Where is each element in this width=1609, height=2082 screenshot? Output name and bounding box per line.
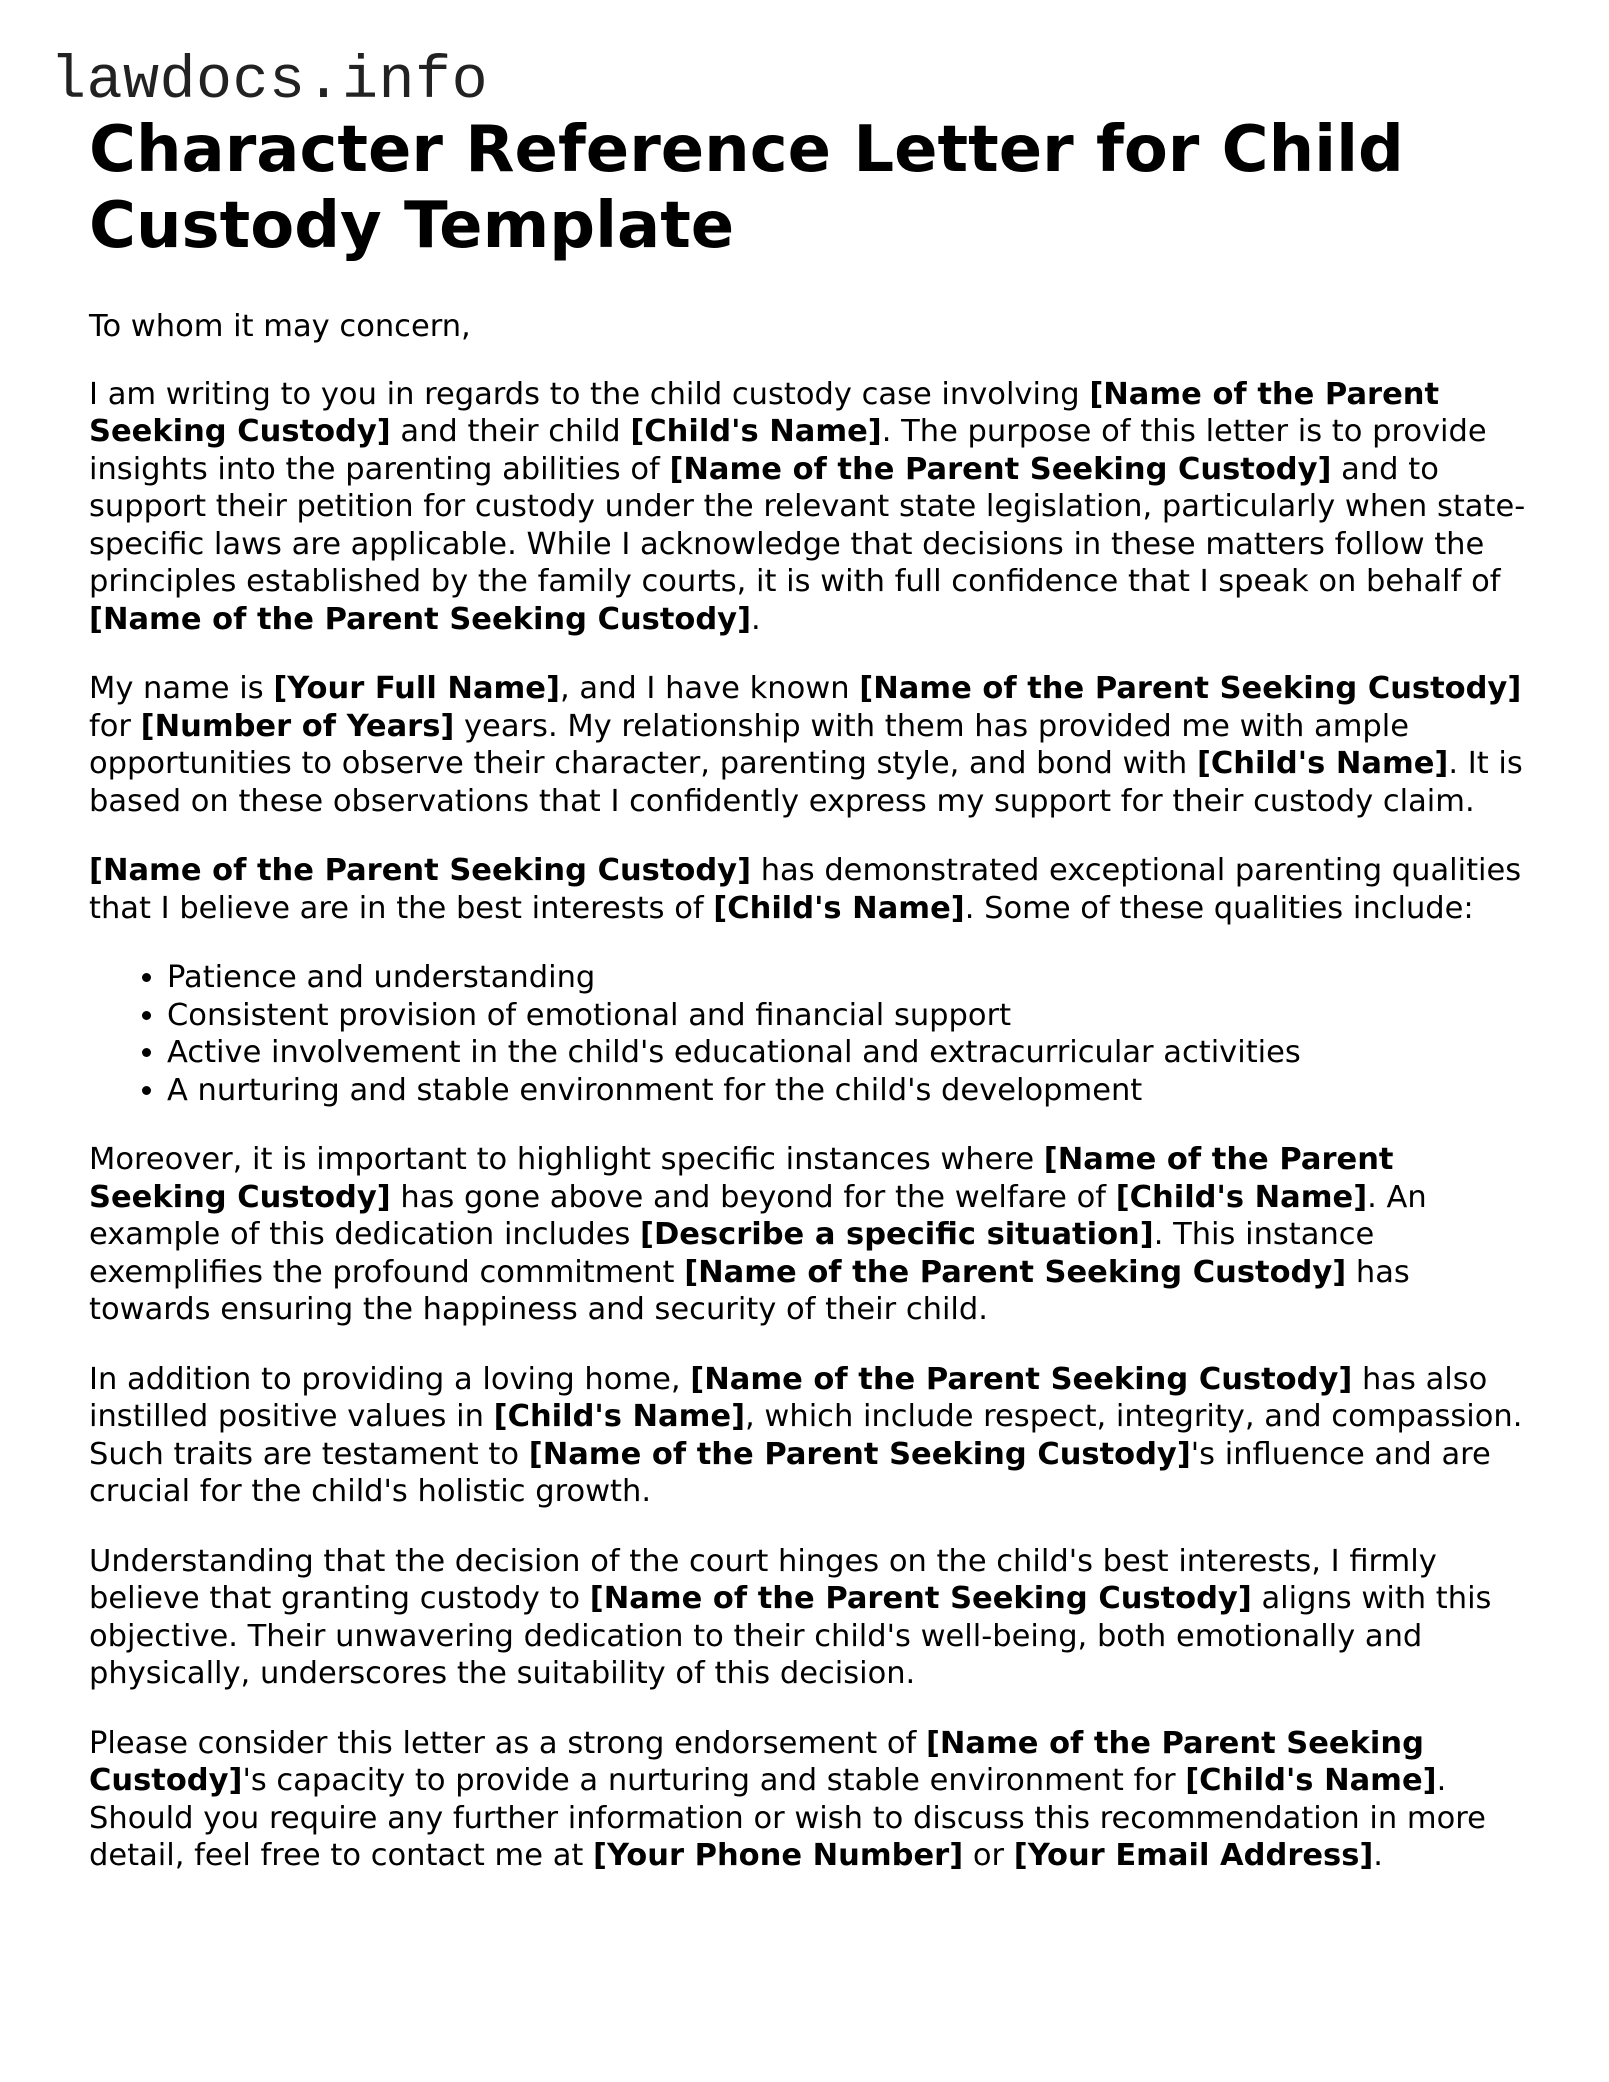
letter-paragraph bbox=[89, 852, 1529, 927]
paragraph-text: . It is based on these observations that I confidently express my support for their custody claim. bbox=[89, 746, 1523, 819]
letter-paragraph bbox=[89, 376, 1529, 639]
list-item: • A nurturing and stable environment for the child's development bbox=[167, 1072, 1529, 1110]
paragraph-text: has gone above and beyond for the welfare of bbox=[390, 1179, 1116, 1215]
placeholder-field: [Your Phone Number] bbox=[593, 1838, 964, 1873]
paragraph-text: I am writing to you in regards to the child custody case involving bbox=[89, 376, 1090, 412]
paragraph-text: . bbox=[1373, 1838, 1383, 1873]
placeholder-field: [Name of the Parent Seeking Custody] bbox=[690, 1361, 1353, 1397]
letter-paragraph bbox=[89, 1725, 1529, 1875]
placeholder-field: [Your Email Address] bbox=[1013, 1838, 1374, 1873]
paragraph-text: has also instilled positive values in bbox=[89, 1361, 1488, 1434]
paragraph-text: Please consider this letter as a strong endorsement of bbox=[89, 1725, 926, 1761]
paragraph-text: and to support their petition for custody under the relevant state legislation, particularly when state-specific laws are applicable. While I acknowledge that decisions in these matters follow the principles established by the family courts, it is with full confidence that I speak on behalf of bbox=[89, 451, 1526, 599]
placeholder-field: [Child's Name] bbox=[713, 890, 965, 926]
qualities-list bbox=[89, 959, 1529, 1109]
site-watermark: lawdocs.info bbox=[50, 48, 489, 116]
placeholder-field: [Name of the Parent Seeking Custody] bbox=[528, 1436, 1191, 1472]
placeholder-field: [Name of the Parent Seeking Custody] bbox=[89, 601, 752, 637]
paragraph-text: and their child bbox=[390, 414, 631, 449]
paragraph-text: . This instance exemplifies the profound commitment bbox=[89, 1217, 1375, 1290]
letter-paragraph bbox=[89, 670, 1529, 820]
paragraph-text: or bbox=[963, 1838, 1014, 1873]
placeholder-field: [Name of the Parent Seeking Custody] bbox=[89, 1725, 1424, 1798]
placeholder-field: [Name of the Parent Seeking Custody] bbox=[859, 671, 1522, 706]
letter-paragraph bbox=[89, 1141, 1529, 1329]
paragraph-text: years. My relationship with them has provided me with ample opportunities to observe their character, parenting style, and bond with bbox=[89, 708, 1410, 781]
placeholder-field: [Name of the Parent Seeking Custody] bbox=[669, 451, 1332, 487]
placeholder-field: [Name of the Parent Seeking Custody] bbox=[89, 376, 1440, 449]
paragraph-text: has towards ensuring the happiness and security of their child. bbox=[89, 1254, 1410, 1327]
placeholder-field: [Name of the Parent Seeking Custody] bbox=[684, 1254, 1347, 1290]
placeholder-field: [Child's Name] bbox=[493, 1399, 746, 1434]
placeholder-field: [Child's Name] bbox=[630, 414, 882, 449]
placeholder-field: [Describe a specific situation] bbox=[640, 1217, 1154, 1252]
paragraph-text: . bbox=[751, 601, 761, 637]
document-title: Character Reference Letter for Child Custody Template bbox=[89, 113, 1404, 263]
placeholder-field: [Your Full Name] bbox=[273, 671, 560, 706]
letter-body bbox=[89, 308, 1529, 1875]
paragraph-text: . An example of this dedication includes bbox=[89, 1179, 1427, 1252]
placeholder-field: [Name of the Parent Seeking Custody] bbox=[589, 1581, 1252, 1616]
paragraph-text: has demonstrated exceptional parenting qualities that I believe are in the best interests of bbox=[89, 853, 1522, 926]
paragraphs-after-list bbox=[89, 1141, 1529, 1875]
placeholder-field: [Name of the Parent Seeking Custody] bbox=[89, 853, 752, 888]
placeholder-field: [Name of the Parent Seeking Custody] bbox=[89, 1142, 1394, 1215]
paragraph-text: . The purpose of this letter is to provide insights into the parenting abilities of bbox=[89, 414, 1487, 487]
paragraph-text: , which include respect, integrity, and compassion. Such traits are testament to bbox=[89, 1399, 1523, 1472]
placeholder-field: [Child's Name] bbox=[1185, 1763, 1437, 1798]
list-item: • Consistent provision of emotional and financial support bbox=[167, 997, 1529, 1035]
document-page bbox=[89, 112, 1529, 1907]
paragraph-text: . Some of these qualities include: bbox=[964, 890, 1474, 926]
letter-paragraph bbox=[89, 1543, 1529, 1693]
paragraph-text: 's capacity to provide a nurturing and stable environment for bbox=[242, 1763, 1186, 1798]
placeholder-field: [Number of Years] bbox=[140, 708, 455, 744]
letter-greeting: To whom it may concern, bbox=[89, 309, 471, 344]
paragraph-text: Moreover, it is important to highlight specific instances where bbox=[89, 1142, 1044, 1177]
list-item: • Active involvement in the child's educational and extracurricular activities bbox=[167, 1034, 1529, 1072]
paragraph-text: In addition to providing a loving home, bbox=[89, 1361, 691, 1397]
paragraph-text: 's influence and are crucial for the child's holistic growth. bbox=[89, 1436, 1491, 1509]
paragraph-text: , and I have known bbox=[559, 671, 860, 706]
paragraph-text: aligns with this objective. Their unwavering dedication to their child's well-being, both emotionally and physically, underscores the suitability of this decision. bbox=[89, 1581, 1492, 1691]
paragraph-text: My name is bbox=[89, 671, 274, 706]
letter-paragraph bbox=[89, 1361, 1529, 1511]
paragraphs-before-list bbox=[89, 376, 1529, 928]
paragraph-text: Understanding that the decision of the court hinges on the child's best interests, I firmly believe that granting custody to bbox=[89, 1543, 1437, 1616]
paragraph-text: . Should you require any further information or wish to discuss this recommendation in more detail, feel free to contact me at bbox=[89, 1763, 1486, 1873]
placeholder-field: [Child's Name] bbox=[1196, 746, 1449, 781]
paragraph-text: for bbox=[89, 708, 141, 744]
list-item: • Patience and understanding bbox=[167, 959, 1529, 997]
placeholder-field: [Child's Name] bbox=[1115, 1179, 1368, 1215]
